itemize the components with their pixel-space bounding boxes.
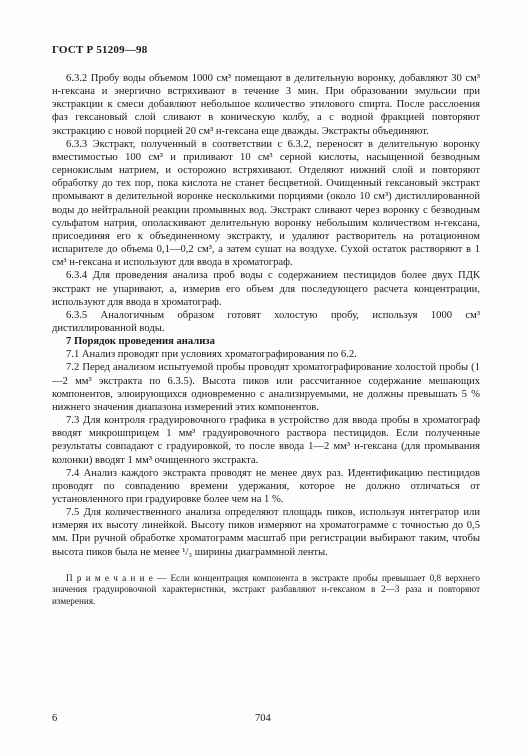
sheet-number: 704	[255, 713, 271, 724]
paragraph-7-3: 7.3 Для контроля градуировочного графика в устройство для ввода пробы в хроматограф вводят микрошприцем 1 мм³ градуировочного раствора пестицидов. Если полученные результаты совпадают с градуировкой, то после ввода 1—2 мм³ н-гексана (для промывания колонки) вводят 1 мм³ очищенного экстракта.	[52, 415, 480, 466]
note: П р и м е ч а н и е — Если концентрация компонента в экстракте пробы превышает 0,8 верхнего значения градуировочной характеристики, экстракт разбавляют н-гексаном в 2—3 раза и повторяют измерения.	[52, 572, 480, 606]
paragraph-6-3-2: 6.3.2 Пробу воды объемом 1000 см³ помещают в делительную воронку, добавляют 30 см³ н-гексана и энергично встряхивают в течение 3 мин. При образовании эмульсии при экстракции к смеси добавляют небольшое количество этилового спирта. После расслоения фаз гексановый слой сливают в коническую колбу, а с водной фракцией повторяют экстракцию с новой порцией 20 см³ н-гексана еще дважды. Экстракты объединяют.	[52, 73, 480, 137]
paragraph-7-2: 7.2 Перед анализом испытуемой пробы проводят хроматографирование холостой пробы (1—2 мм³ экстракта по 6.3.5). Высота пиков или рассчитанное содержание мешающих компонентов, элюирующихся одновременно с анализируемыми, не должны превышать 5 % нижнего значения диапазона измерений этих компонентов.	[52, 362, 480, 413]
document-body	[52, 72, 480, 608]
paragraph-6-3-4: 6.3.4 Для проведения анализа проб воды с содержанием пестицидов более двух ПДК экстракт не упаривают, а, измерив его объем для последующего расчета концентрации, используют для ввода в хроматограф.	[52, 270, 480, 308]
paragraph-7-4: 7.4 Анализ каждого экстракта проводят не менее двух раз. Идентификацию пестицидов проводят по совпадению времени удержания, которое не должно отличаться от установленного при градуировке более чем на 1 %.	[52, 467, 480, 505]
paragraph-7-5: 7.5 Для количественного анализа определяют площадь пиков, используя интегратор или измеряя их высоту линейкой. Высоту пиков измеряют на хроматограмме с точностью до 0,5 мм. При ручной обработке хроматограмм масштаб при регистрации выбирают таким, чтобы высота пиков была не менее ¹/₃ ширины диаграммной ленты.	[52, 507, 480, 558]
page-number: 6	[52, 713, 58, 724]
paragraph-7-1: 7.1 Анализ проводят при условиях хроматографирования по 6.2.	[66, 349, 357, 361]
section-title: 7 Порядок проведения анализа	[66, 336, 215, 348]
paragraph-6-3-3: 6.3.3 Экстракт, полученный в соответствии с 6.3.2, переносят в делительную воронку вместимостью 100 см³ и приливают 10 см³ серной кислоты, насыщенной безводным сернокислым натрием, и осторожно встряхивают. Отделяют нижний слой и повторяют обработку до тех пор, пока кислота не станет бесцветной. Очищенный гексановый экстракт промывают в делительной воронке несколькими порциями (около 10 см³) дистиллированной воды до нейтральной реакции промывных вод. Экстракт сливают через воронку с безводным сульфатом натрия, ополаскивают делительную воронку небольшим количеством н-гексана, присоединяя его к объединенному экстракту, и удаляют растворитель на ротационном испарителе до объема 0,1—0,2 см³, а затем сушат на воздухе. Сухой остаток растворяют в 1 см³ н-гексана и используют для ввода в хроматограф.	[52, 138, 480, 269]
paragraph-6-3-5: 6.3.5 Аналогичным образом готовят холостую пробу, используя 1000 см³ дистиллированной воды.	[52, 309, 480, 334]
document-header: ГОСТ Р 51209—98	[52, 44, 148, 56]
